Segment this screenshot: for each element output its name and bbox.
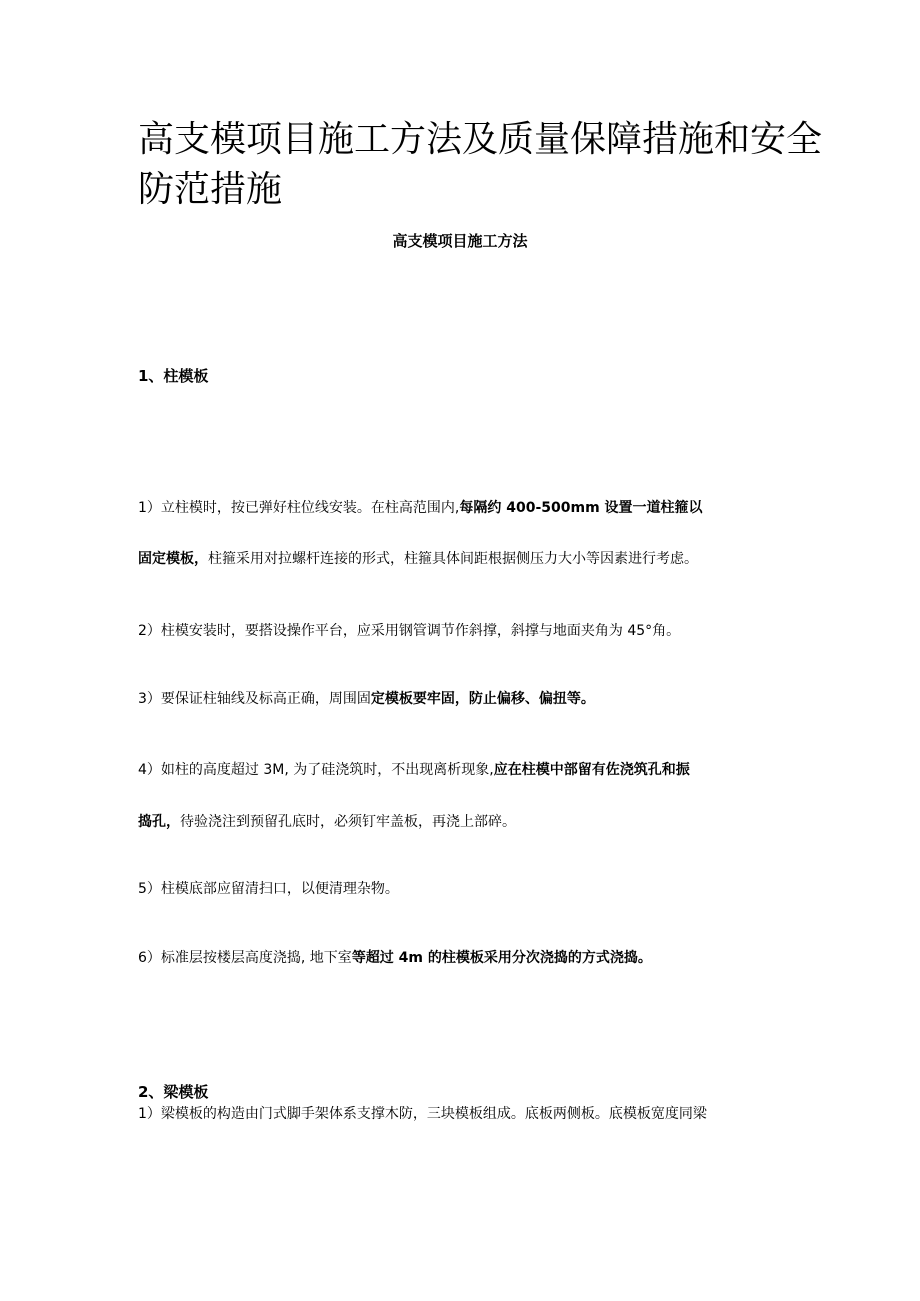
- paragraph-beam-1: 1）梁模板的构造由门式脚手架体系支撑木防，三块模板组成。底板两侧板。底模板宽度同梁: [138, 1106, 707, 1122]
- document-title-line-1: 高支模项目施工方法及质量保障措施和安全: [138, 119, 823, 160]
- section-heading-beam-formwork: 2、梁模板: [138, 1083, 209, 1101]
- paragraph-text: 4）如柱的高度超过 3M, 为了硅浇筑时，不出现离析现象,: [138, 762, 494, 778]
- paragraph-text: 3）要保证柱轴线及标高正确，周围固: [138, 691, 371, 707]
- document-title: [138, 115, 838, 215]
- paragraph-1-line-1: [138, 497, 778, 519]
- paragraph-1-line-2: [138, 548, 778, 570]
- paragraph-bold-text: 应在柱模中部留有佐浇筑孔和振: [493, 762, 690, 778]
- paragraph-2: 2）柱模安装时，要搭设操作平台，应采用钢管调节作斜撑，斜撑与地面夹角为 45°角。: [138, 623, 681, 639]
- paragraph-text: 1）立柱模时，按已弹好柱位线安装。在柱高范围内,: [138, 500, 460, 516]
- paragraph-bold-text: 固定模板，: [138, 551, 208, 567]
- paragraph-3: [138, 688, 778, 710]
- section-heading-column-formwork: 1、柱模板: [138, 367, 209, 385]
- paragraph-6: [138, 947, 778, 969]
- paragraph-bold-text: 每隔约 400-500mm 设置一道柱箍以: [459, 500, 703, 516]
- paragraph-4-line-1: [138, 759, 778, 781]
- paragraph-bold-text: 等超过 4m 的柱模板采用分次浇捣的方式浇捣。: [351, 950, 652, 966]
- paragraph-bold-text: 捣孔，: [138, 814, 180, 830]
- paragraph-text: 待验浇注到预留孔底时，必须钉牢盖板，再浇上部碎。: [180, 814, 516, 830]
- paragraph-5: 5）柱模底部应留清扫口，以便清理杂物。: [138, 881, 399, 897]
- document-title-line-2: 防范措施: [138, 169, 283, 210]
- paragraph-text: 6）标准层按楼层高度浇捣, 地下室: [138, 950, 352, 966]
- paragraph-bold-text: 定模板要牢固，防止偏移、偏扭等。: [370, 691, 595, 707]
- paragraph-4-line-2: [138, 811, 778, 833]
- paragraph-text: 柱箍采用对拉螺杆连接的形式，柱箍具体间距根据侧压力大小等因素进行考虑。: [208, 551, 698, 567]
- document-subtitle: 高支模项目施工方法: [392, 232, 528, 250]
